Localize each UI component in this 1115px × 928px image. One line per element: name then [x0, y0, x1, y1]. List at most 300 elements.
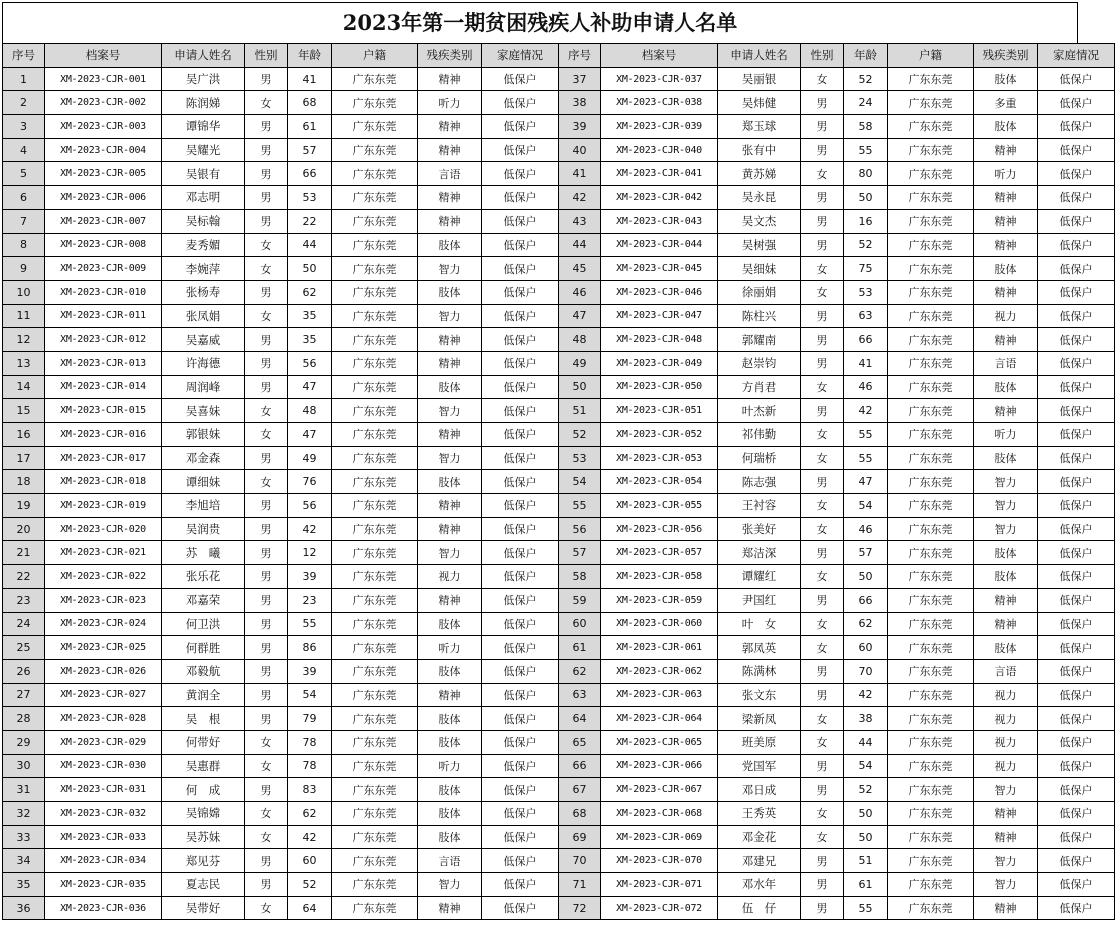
household-cell: 广东东莞: [888, 91, 974, 115]
disability-type-cell: 精神: [974, 896, 1038, 920]
age-cell: 50: [844, 802, 888, 826]
gender-cell: 男: [245, 707, 288, 731]
seq-cell: 14: [3, 375, 45, 399]
age-cell: 49: [288, 446, 332, 470]
age-cell: 53: [844, 280, 888, 304]
header-applicant-name: 申请人姓名: [718, 44, 801, 68]
archive-no-cell: XM-2023-CJR-040: [601, 138, 718, 162]
family-status-cell: 低保户: [482, 565, 559, 589]
applicant-name-cell: 何群胜: [162, 636, 245, 660]
disability-type-cell: 视力: [974, 304, 1038, 328]
seq-cell: 1: [3, 67, 45, 91]
disability-type-cell: 精神: [418, 115, 482, 139]
applicant-name-cell: 吴炜健: [718, 91, 801, 115]
gender-cell: 男: [245, 138, 288, 162]
seq-cell: 63: [559, 683, 601, 707]
applicant-name-cell: 李婉萍: [162, 257, 245, 281]
applicant-name-cell: 邓金森: [162, 446, 245, 470]
archive-no-cell: XM-2023-CJR-009: [45, 257, 162, 281]
disability-type-cell: 智力: [974, 778, 1038, 802]
table-row: [3, 115, 1115, 139]
household-cell: 广东东莞: [888, 328, 974, 352]
age-cell: 47: [844, 470, 888, 494]
applicant-name-cell: 吴耀光: [162, 138, 245, 162]
table-row: [3, 328, 1115, 352]
disability-type-cell: 肢体: [418, 375, 482, 399]
disability-type-cell: 智力: [974, 470, 1038, 494]
household-cell: 广东东莞: [332, 470, 418, 494]
gender-cell: 女: [801, 423, 844, 447]
table-body: [3, 67, 1115, 920]
age-cell: 51: [844, 849, 888, 873]
household-cell: 广东东莞: [888, 423, 974, 447]
seq-cell: 18: [3, 470, 45, 494]
gender-cell: 男: [245, 351, 288, 375]
archive-no-cell: XM-2023-CJR-003: [45, 115, 162, 139]
applicant-name-cell: 何 成: [162, 778, 245, 802]
seq-cell: 58: [559, 565, 601, 589]
gender-cell: 男: [245, 873, 288, 897]
gender-cell: 男: [801, 470, 844, 494]
gender-cell: 女: [801, 565, 844, 589]
disability-type-cell: 精神: [418, 494, 482, 518]
gender-cell: 男: [801, 659, 844, 683]
family-status-cell: 低保户: [482, 257, 559, 281]
disability-type-cell: 肢体: [974, 67, 1038, 91]
disability-type-cell: 肢体: [418, 707, 482, 731]
disability-type-cell: 多重: [974, 91, 1038, 115]
family-status-cell: 低保户: [482, 730, 559, 754]
applicant-name-cell: 陈柱兴: [718, 304, 801, 328]
household-cell: 广东东莞: [888, 517, 974, 541]
family-status-cell: 低保户: [1038, 730, 1115, 754]
archive-no-cell: XM-2023-CJR-067: [601, 778, 718, 802]
age-cell: 39: [288, 565, 332, 589]
family-status-cell: 低保户: [482, 186, 559, 210]
applicant-name-cell: 吴细妹: [718, 257, 801, 281]
seq-cell: 48: [559, 328, 601, 352]
household-cell: 广东东莞: [332, 351, 418, 375]
disability-type-cell: 精神: [418, 896, 482, 920]
archive-no-cell: XM-2023-CJR-029: [45, 730, 162, 754]
age-cell: 62: [288, 802, 332, 826]
applicant-name-cell: 许海德: [162, 351, 245, 375]
household-cell: 广东东莞: [888, 304, 974, 328]
family-status-cell: 低保户: [1038, 636, 1115, 660]
applicant-name-cell: 班美原: [718, 730, 801, 754]
household-cell: 广东东莞: [332, 825, 418, 849]
household-cell: 广东东莞: [888, 802, 974, 826]
family-status-cell: 低保户: [1038, 280, 1115, 304]
age-cell: 50: [844, 186, 888, 210]
header-archive-no: 档案号: [601, 44, 718, 68]
seq-cell: 41: [559, 162, 601, 186]
household-cell: 广东东莞: [888, 896, 974, 920]
seq-cell: 34: [3, 849, 45, 873]
age-cell: 64: [288, 896, 332, 920]
applicant-name-cell: 郭凤英: [718, 636, 801, 660]
applicant-name-cell: 吴带好: [162, 896, 245, 920]
family-status-cell: 低保户: [1038, 209, 1115, 233]
table-row: [3, 778, 1115, 802]
applicant-name-cell: 谭锦华: [162, 115, 245, 139]
applicant-name-cell: 张美好: [718, 517, 801, 541]
disability-type-cell: 肢体: [418, 802, 482, 826]
archive-no-cell: XM-2023-CJR-043: [601, 209, 718, 233]
table-row: [3, 565, 1115, 589]
archive-no-cell: XM-2023-CJR-028: [45, 707, 162, 731]
archive-no-cell: XM-2023-CJR-070: [601, 849, 718, 873]
table-row: [3, 209, 1115, 233]
gender-cell: 女: [801, 517, 844, 541]
gender-cell: 女: [245, 304, 288, 328]
family-status-cell: 低保户: [1038, 517, 1115, 541]
age-cell: 48: [288, 399, 332, 423]
household-cell: 广东东莞: [332, 802, 418, 826]
archive-no-cell: XM-2023-CJR-037: [601, 67, 718, 91]
family-status-cell: 低保户: [1038, 257, 1115, 281]
family-status-cell: 低保户: [482, 91, 559, 115]
gender-cell: 女: [245, 802, 288, 826]
age-cell: 57: [844, 541, 888, 565]
table-row: [3, 541, 1115, 565]
age-cell: 55: [844, 896, 888, 920]
age-cell: 22: [288, 209, 332, 233]
age-cell: 52: [844, 778, 888, 802]
seq-cell: 8: [3, 233, 45, 257]
age-cell: 78: [288, 730, 332, 754]
gender-cell: 女: [801, 257, 844, 281]
age-cell: 39: [288, 659, 332, 683]
family-status-cell: 低保户: [482, 351, 559, 375]
header-disability-type: 残疾类别: [974, 44, 1038, 68]
applicant-name-cell: 黄苏娣: [718, 162, 801, 186]
gender-cell: 女: [801, 730, 844, 754]
age-cell: 52: [844, 233, 888, 257]
household-cell: 广东东莞: [332, 565, 418, 589]
gender-cell: 男: [245, 280, 288, 304]
archive-no-cell: XM-2023-CJR-011: [45, 304, 162, 328]
applicant-name-cell: 邓建兄: [718, 849, 801, 873]
applicant-name-cell: 张凤娟: [162, 304, 245, 328]
table-row: [3, 375, 1115, 399]
applicant-name-cell: 陈润娣: [162, 91, 245, 115]
family-status-cell: 低保户: [1038, 375, 1115, 399]
family-status-cell: 低保户: [1038, 138, 1115, 162]
age-cell: 23: [288, 588, 332, 612]
table-row: [3, 470, 1115, 494]
gender-cell: 男: [245, 778, 288, 802]
applicant-name-cell: 尹国红: [718, 588, 801, 612]
table-row: [3, 849, 1115, 873]
archive-no-cell: XM-2023-CJR-019: [45, 494, 162, 518]
family-status-cell: 低保户: [1038, 446, 1115, 470]
applicant-name-cell: 黄润全: [162, 683, 245, 707]
gender-cell: 女: [245, 470, 288, 494]
gender-cell: 女: [245, 754, 288, 778]
age-cell: 42: [288, 825, 332, 849]
seq-cell: 57: [559, 541, 601, 565]
archive-no-cell: XM-2023-CJR-042: [601, 186, 718, 210]
disability-type-cell: 肢体: [974, 446, 1038, 470]
disability-type-cell: 智力: [418, 399, 482, 423]
seq-cell: 36: [3, 896, 45, 920]
table-row: [3, 91, 1115, 115]
archive-no-cell: XM-2023-CJR-059: [601, 588, 718, 612]
family-status-cell: 低保户: [1038, 67, 1115, 91]
age-cell: 80: [844, 162, 888, 186]
header-gender: 性别: [245, 44, 288, 68]
age-cell: 68: [288, 91, 332, 115]
household-cell: 广东东莞: [888, 375, 974, 399]
household-cell: 广东东莞: [332, 209, 418, 233]
table-row: [3, 494, 1115, 518]
family-status-cell: 低保户: [482, 683, 559, 707]
family-status-cell: 低保户: [482, 115, 559, 139]
gender-cell: 女: [245, 423, 288, 447]
disability-type-cell: 视力: [974, 754, 1038, 778]
applicant-name-cell: 邓日成: [718, 778, 801, 802]
applicant-name-cell: 谭细妹: [162, 470, 245, 494]
disability-type-cell: 精神: [418, 517, 482, 541]
age-cell: 60: [288, 849, 332, 873]
family-status-cell: 低保户: [482, 375, 559, 399]
applicant-name-cell: 周润峰: [162, 375, 245, 399]
archive-no-cell: XM-2023-CJR-053: [601, 446, 718, 470]
seq-cell: 68: [559, 802, 601, 826]
seq-cell: 66: [559, 754, 601, 778]
archive-no-cell: XM-2023-CJR-007: [45, 209, 162, 233]
seq-cell: 38: [559, 91, 601, 115]
archive-no-cell: XM-2023-CJR-045: [601, 257, 718, 281]
archive-no-cell: XM-2023-CJR-027: [45, 683, 162, 707]
disability-type-cell: 精神: [418, 423, 482, 447]
seq-cell: 21: [3, 541, 45, 565]
archive-no-cell: XM-2023-CJR-021: [45, 541, 162, 565]
header-seq: 序号: [3, 44, 45, 68]
archive-no-cell: XM-2023-CJR-034: [45, 849, 162, 873]
archive-no-cell: XM-2023-CJR-038: [601, 91, 718, 115]
age-cell: 38: [844, 707, 888, 731]
disability-type-cell: 精神: [418, 67, 482, 91]
table-row: [3, 612, 1115, 636]
household-cell: 广东东莞: [332, 162, 418, 186]
disability-type-cell: 精神: [418, 328, 482, 352]
age-cell: 78: [288, 754, 332, 778]
archive-no-cell: XM-2023-CJR-056: [601, 517, 718, 541]
document-sheet: [2, 2, 1099, 920]
disability-type-cell: 智力: [974, 873, 1038, 897]
applicant-name-cell: 邓毅航: [162, 659, 245, 683]
age-cell: 54: [288, 683, 332, 707]
seq-cell: 12: [3, 328, 45, 352]
disability-type-cell: 精神: [974, 399, 1038, 423]
table-row: [3, 138, 1115, 162]
household-cell: 广东东莞: [888, 399, 974, 423]
household-cell: 广东东莞: [332, 873, 418, 897]
archive-no-cell: XM-2023-CJR-015: [45, 399, 162, 423]
seq-cell: 7: [3, 209, 45, 233]
disability-type-cell: 精神: [974, 186, 1038, 210]
applicant-name-cell: 党国军: [718, 754, 801, 778]
household-cell: 广东东莞: [332, 588, 418, 612]
seq-cell: 22: [3, 565, 45, 589]
gender-cell: 男: [245, 683, 288, 707]
age-cell: 57: [288, 138, 332, 162]
gender-cell: 女: [245, 91, 288, 115]
gender-cell: 男: [245, 588, 288, 612]
family-status-cell: 低保户: [482, 517, 559, 541]
household-cell: 广东东莞: [888, 730, 974, 754]
age-cell: 44: [844, 730, 888, 754]
disability-type-cell: 精神: [418, 138, 482, 162]
applicant-name-cell: 邓志明: [162, 186, 245, 210]
archive-no-cell: XM-2023-CJR-031: [45, 778, 162, 802]
gender-cell: 女: [801, 162, 844, 186]
household-cell: 广东东莞: [332, 186, 418, 210]
seq-cell: 49: [559, 351, 601, 375]
household-cell: 广东东莞: [332, 280, 418, 304]
archive-no-cell: XM-2023-CJR-046: [601, 280, 718, 304]
age-cell: 63: [844, 304, 888, 328]
applicant-name-cell: 郑洁深: [718, 541, 801, 565]
family-status-cell: 低保户: [482, 399, 559, 423]
seq-cell: 60: [559, 612, 601, 636]
family-status-cell: 低保户: [482, 588, 559, 612]
applicant-name-cell: 吴 根: [162, 707, 245, 731]
household-cell: 广东东莞: [332, 754, 418, 778]
header-disability-type: 残疾类别: [418, 44, 482, 68]
seq-cell: 31: [3, 778, 45, 802]
household-cell: 广东东莞: [888, 825, 974, 849]
archive-no-cell: XM-2023-CJR-072: [601, 896, 718, 920]
table-row: [3, 802, 1115, 826]
seq-cell: 67: [559, 778, 601, 802]
household-cell: 广东东莞: [888, 778, 974, 802]
gender-cell: 男: [245, 517, 288, 541]
family-status-cell: 低保户: [482, 209, 559, 233]
age-cell: 61: [288, 115, 332, 139]
archive-no-cell: XM-2023-CJR-013: [45, 351, 162, 375]
family-status-cell: 低保户: [482, 304, 559, 328]
table-row: [3, 588, 1115, 612]
household-cell: 广东东莞: [888, 67, 974, 91]
age-cell: 44: [288, 233, 332, 257]
gender-cell: 女: [801, 802, 844, 826]
disability-type-cell: 精神: [974, 138, 1038, 162]
age-cell: 53: [288, 186, 332, 210]
seq-cell: 16: [3, 423, 45, 447]
gender-cell: 男: [245, 612, 288, 636]
applicant-name-cell: 方肖君: [718, 375, 801, 399]
gender-cell: 男: [245, 186, 288, 210]
seq-cell: 5: [3, 162, 45, 186]
age-cell: 50: [844, 825, 888, 849]
seq-cell: 42: [559, 186, 601, 210]
family-status-cell: 低保户: [1038, 754, 1115, 778]
family-status-cell: 低保户: [482, 707, 559, 731]
family-status-cell: 低保户: [482, 280, 559, 304]
applicant-name-cell: 吴文杰: [718, 209, 801, 233]
seq-cell: 70: [559, 849, 601, 873]
disability-type-cell: 视力: [418, 565, 482, 589]
archive-no-cell: XM-2023-CJR-064: [601, 707, 718, 731]
seq-cell: 50: [559, 375, 601, 399]
disability-type-cell: 肢体: [974, 541, 1038, 565]
family-status-cell: 低保户: [1038, 328, 1115, 352]
family-status-cell: 低保户: [1038, 399, 1115, 423]
age-cell: 66: [844, 588, 888, 612]
family-status-cell: 低保户: [1038, 612, 1115, 636]
table-row: [3, 257, 1115, 281]
family-status-cell: 低保户: [482, 778, 559, 802]
gender-cell: 男: [801, 209, 844, 233]
applicant-name-cell: 郑见芬: [162, 849, 245, 873]
archive-no-cell: XM-2023-CJR-049: [601, 351, 718, 375]
applicant-name-cell: 赵崇钧: [718, 351, 801, 375]
household-cell: 广东东莞: [332, 375, 418, 399]
family-status-cell: 低保户: [1038, 115, 1115, 139]
table-row: [3, 754, 1115, 778]
seq-cell: 11: [3, 304, 45, 328]
table-row: [3, 683, 1115, 707]
seq-cell: 2: [3, 91, 45, 115]
household-cell: 广东东莞: [332, 328, 418, 352]
age-cell: 54: [844, 494, 888, 518]
age-cell: 47: [288, 423, 332, 447]
gender-cell: 男: [801, 91, 844, 115]
gender-cell: 男: [245, 115, 288, 139]
archive-no-cell: XM-2023-CJR-060: [601, 612, 718, 636]
applicant-name-cell: 何卫洪: [162, 612, 245, 636]
seq-cell: 45: [559, 257, 601, 281]
applicant-name-cell: 梁新凤: [718, 707, 801, 731]
archive-no-cell: XM-2023-CJR-024: [45, 612, 162, 636]
age-cell: 55: [288, 612, 332, 636]
archive-no-cell: XM-2023-CJR-032: [45, 802, 162, 826]
archive-no-cell: XM-2023-CJR-058: [601, 565, 718, 589]
table-row: [3, 707, 1115, 731]
archive-no-cell: XM-2023-CJR-065: [601, 730, 718, 754]
archive-no-cell: XM-2023-CJR-025: [45, 636, 162, 660]
table-row: [3, 517, 1115, 541]
household-cell: 广东东莞: [332, 115, 418, 139]
archive-no-cell: XM-2023-CJR-002: [45, 91, 162, 115]
seq-cell: 69: [559, 825, 601, 849]
household-cell: 广东东莞: [332, 304, 418, 328]
family-status-cell: 低保户: [1038, 849, 1115, 873]
family-status-cell: 低保户: [1038, 233, 1115, 257]
family-status-cell: 低保户: [482, 873, 559, 897]
gender-cell: 男: [801, 683, 844, 707]
archive-no-cell: XM-2023-CJR-052: [601, 423, 718, 447]
family-status-cell: 低保户: [1038, 470, 1115, 494]
age-cell: 47: [288, 375, 332, 399]
archive-no-cell: XM-2023-CJR-039: [601, 115, 718, 139]
family-status-cell: 低保户: [1038, 494, 1115, 518]
applicant-name-cell: 叶杰新: [718, 399, 801, 423]
seq-cell: 35: [3, 873, 45, 897]
table-row: [3, 423, 1115, 447]
family-status-cell: 低保户: [482, 494, 559, 518]
household-cell: 广东东莞: [888, 138, 974, 162]
applicant-name-cell: 郭耀南: [718, 328, 801, 352]
age-cell: 52: [844, 67, 888, 91]
archive-no-cell: XM-2023-CJR-023: [45, 588, 162, 612]
age-cell: 60: [844, 636, 888, 660]
gender-cell: 女: [801, 375, 844, 399]
household-cell: 广东东莞: [888, 494, 974, 518]
